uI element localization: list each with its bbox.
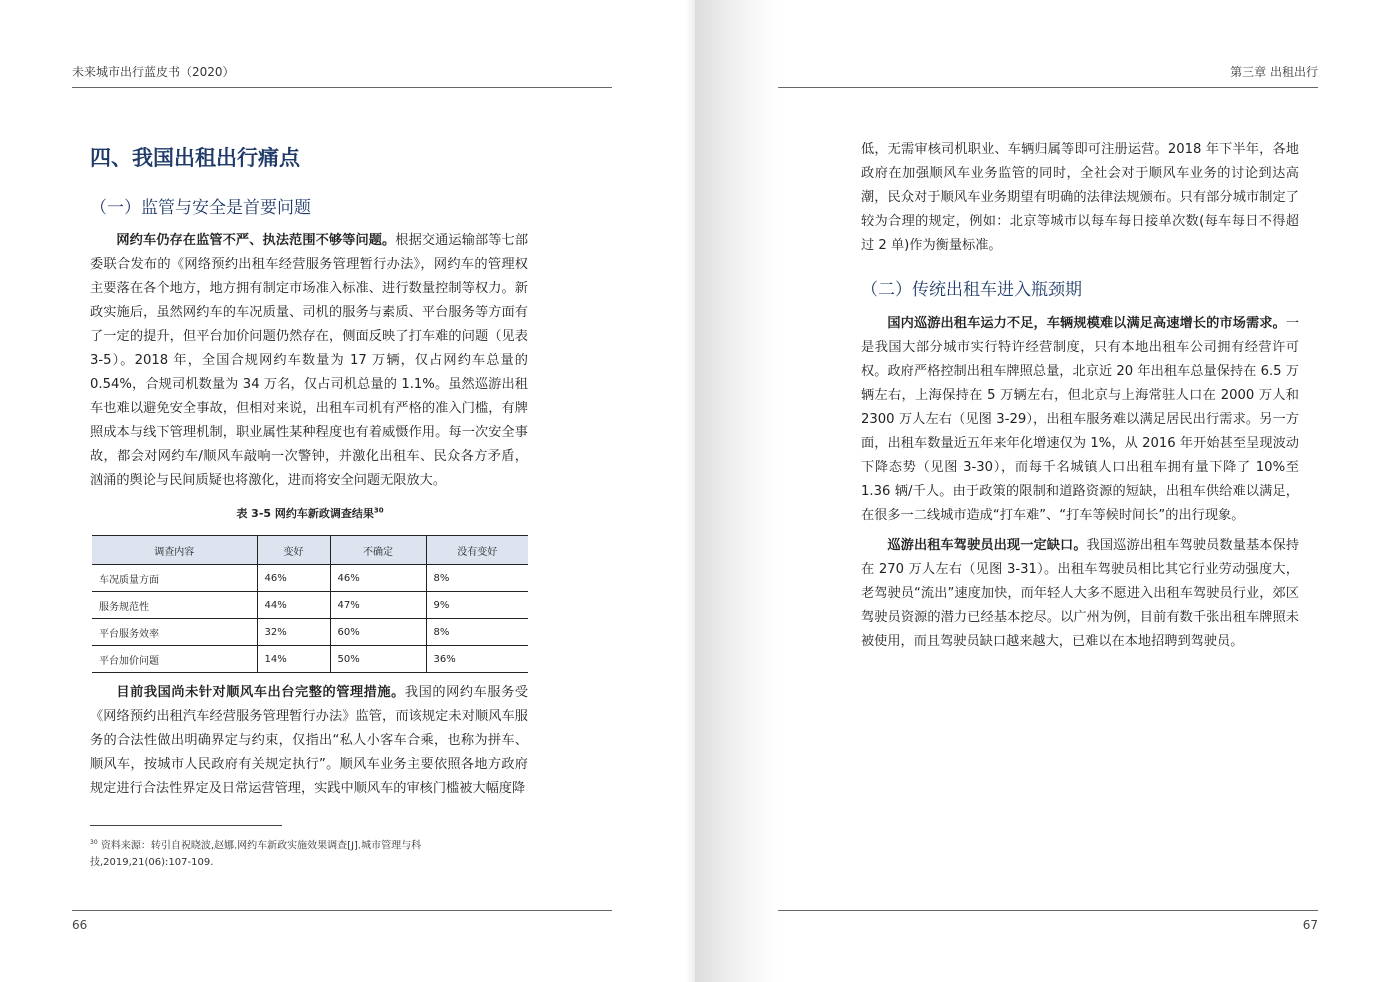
table-cell: 44%: [257, 592, 330, 619]
paragraph-lead: 目前我国尚未针对顺风车出台完整的管理措施。: [116, 685, 405, 700]
table-header-cell: 没有变好: [426, 536, 528, 565]
table-cell: 32%: [257, 619, 330, 646]
footnote-text: 资料来源：转引自祝晓波,赵娜.网约车新政实施效果调查[J].城市管理与科技,2019,21(06):107-109.: [90, 840, 422, 869]
table-cell: 9%: [426, 592, 528, 619]
footnote: [90, 834, 460, 871]
table-cell: 平台服务效率: [92, 619, 257, 646]
table-cell: 60%: [330, 619, 426, 646]
book-spine-shadow: [695, 0, 780, 982]
table-cell: 服务规范性: [92, 592, 257, 619]
table-cell: 46%: [330, 565, 426, 592]
table-cell: 46%: [257, 565, 330, 592]
table-caption: [92, 505, 528, 521]
subsection-title-1: （一）监管与安全是首要问题: [90, 198, 311, 218]
table-header-cell: 不确定: [330, 536, 426, 565]
running-head-right: 第三章 出租出行: [1230, 65, 1318, 79]
footnote-rule: [90, 825, 282, 826]
body-paragraph-continued: 低，无需审核司机职业、车辆归属等即可注册运营。2018 年下半年，各地政府在加强顺风车业务监管的同时，全社会对于顺风车业务的讨论到达高潮，民众对于顺风车业务期望有明确的法律法规颁布。只有部分城市制定了较为合理的规定，例如：北京等城市以每车每日接单次数(每车每日不得超过 2 单)作为衡量标准。: [861, 142, 1299, 253]
paragraph-text: 我国的网约车服务受《网络预约出租汽车经营服务管理暂行办法》监管，而该规定未对顺风车服务的合法性做出明确界定与约束，仅指出“私人小客车合乘，也称为拼车、顺风车，按城市人民政府有关规定执行”。顺风车业务主要依照各地方政府规定进行合法性界定及日常运营管理，实践中顺风车的审核门槛被大幅度降: [90, 685, 529, 796]
header-rule-left: [72, 87, 612, 88]
table-cell: 47%: [330, 592, 426, 619]
table-row: [92, 565, 528, 592]
table-header-cell: 调查内容: [92, 536, 257, 565]
body-paragraph-1: [90, 229, 528, 493]
footer-rule-left: [72, 910, 612, 911]
page-number-left: 66: [72, 918, 88, 932]
table-header-cell: 变好: [257, 536, 330, 565]
survey-results-table: [92, 535, 528, 673]
table-row: [92, 592, 528, 619]
paragraph-lead: 网约车仍存在监管不严、执法范围不够等问题。: [116, 233, 396, 248]
table-caption-text: 表 3-5 网约车新政调查结果: [236, 507, 374, 520]
table-row: [92, 646, 528, 673]
body-paragraph-3: [861, 312, 1299, 528]
header-rule-right: [778, 87, 1318, 88]
table-cell: 14%: [257, 646, 330, 673]
table-cell: 50%: [330, 646, 426, 673]
table-caption-note: 30: [373, 506, 384, 515]
table-header-row: [92, 536, 528, 565]
footer-rule-right: [778, 910, 1318, 911]
paragraph-text: 一是我国大部分城市实行特许经营制度，只有本地出租车公司拥有经营许可权。政府严格控制出租车牌照总量，北京近 20 年出租车总量保持在 6.5 万辆左右，上海保持在 5 万辆左右，但北京与上海常驻人口在 2000 万人和 2300 万人左右（见图 3-29），出租车服务难以满足居民出行需求。另一方面，出租车数量近五年来年化增速仅为 1%，从 2016 年开始甚至呈现波动下降态势（见图 3-30），而每千名城镇人口出租车拥有量下降了 10%至 1.36 辆/千人。由于政策的限制和道路资源的短缺，出租车供给难以满足，在很多一二线城市造成“打车难”、“打车等候时间长”的出行现象。: [861, 316, 1299, 523]
paragraph-lead: 巡游出租车驾驶员出现一定缺口。: [887, 538, 1087, 553]
right-page: [695, 0, 1390, 982]
table-cell: 8%: [426, 619, 528, 646]
subsection-title-2: （二）传统出租车进入瓶颈期: [861, 280, 1082, 300]
body-paragraph-4: [861, 534, 1299, 654]
page-number-right: 67: [1302, 918, 1318, 932]
body-paragraph-2: [90, 681, 528, 801]
table-cell: 平台加价问题: [92, 646, 257, 673]
paragraph-lead: 国内巡游出租车运力不足，车辆规模难以满足高速增长的市场需求。: [887, 316, 1286, 331]
paragraph-text: 我国巡游出租车驾驶员数量基本保持在 270 万人左右（见图 3-31）。出租车驾驶员相比其它行业劳动强度大，老驾驶员“流出”速度加快，而年轻人大多不愿进入出租车驾驶员行业，郊区驾驶员资源的潜力已经基本挖尽。以广州为例，目前有数千张出租车牌照未被使用，而且驾驶员缺口越来越大，已难以在本地招聘到驾驶员。: [861, 538, 1300, 649]
footnote-mark: 30: [90, 839, 98, 846]
section-title: 四、我国出租出行痛点: [90, 146, 300, 170]
table-row: [92, 619, 528, 646]
table-cell: 36%: [426, 646, 528, 673]
table-cell: 8%: [426, 565, 528, 592]
running-head-left: 未来城市出行蓝皮书（2020）: [72, 65, 235, 79]
table-cell: 车况质量方面: [92, 565, 257, 592]
paragraph-text: 根据交通运输部等七部委联合发布的《网络预约出租车经营服务管理暂行办法》，网约车的管理权主要落在各个地方，地方拥有制定市场准入标准、进行数量控制等权力。新政实施后，虽然网约车的车况质量、司机的服务与素质、平台服务等方面有了一定的提升，但平台加价问题仍然存在，侧面反映了打车难的问题（见表 3-5）。2018 年，全国合规网约车数量为 17 万辆，仅占网约车总量的 0.54%，合规司机数量为 34 万名，仅占司机总量的 1.1%。虽然巡游出租车也难以避免安全事故，但相对来说，出租车司机有严格的准入门槛，有牌照成本与线下管理机制，职业属性某种程度也有着威慑作用。每一次安全事故，都会对网约车/顺风车敲响一次警钟，并激化出租车、民众各方矛盾，汹涌的舆论与民间质疑也将激化，进而将安全问题无限放大。: [90, 233, 529, 488]
